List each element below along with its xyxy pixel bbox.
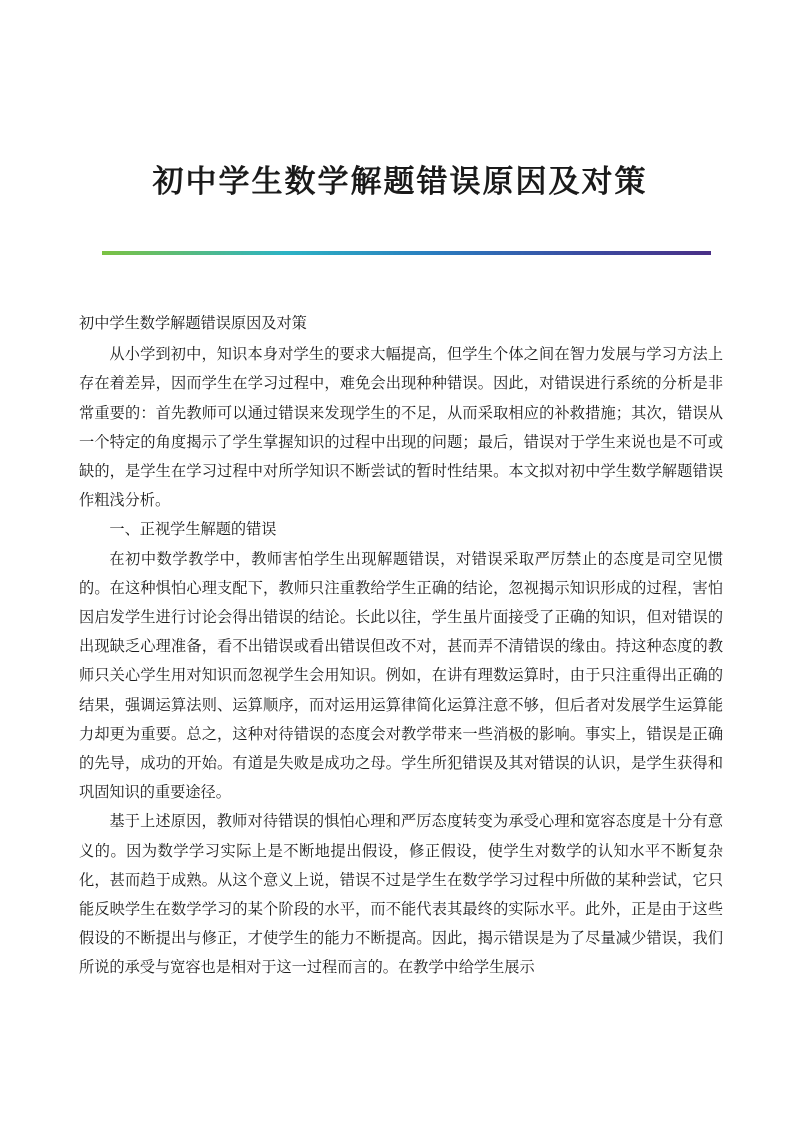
page-title: 初中学生数学解题错误原因及对策 [152,164,648,200]
paragraph-section-2: 基于上述原因，教师对待错误的惧怕心理和严厉态度转变为承受心理和宽容态度是十分有意义的。因为数学学习实际上是不断地提出假设，修正假设，使学生对数学的认知水平不断复杂化，甚而趋于成熟。从这个意义上说，错误不过是学生在数学学习过程中所做的某种尝试，它只能反映学生在数学学习的某个阶段的水平，而不能代表其最终的实际水平。此外，正是由于这些假设的不断提出与修正，才使学生的能力不断提高。因此，揭示错误是为了尽量减少错误，我们所说的承受与宽容也是相对于这一过程而言的。在教学中给学生展示 [79,812,723,977]
section-heading: 一、正视学生解题的错误 [109,520,277,539]
document-body [79,309,723,983]
title-divider [102,251,711,255]
paragraph-intro: 从小学到初中，知识本身对学生的要求大幅提高，但学生个体之间在智力发展与学习方法上存在着差异，因而学生在学习过程中，难免会出现种种错误。因此，对错误进行系统的分析是非常重要的：首先教师可以通过错误来发现学生的不足，从而采取相应的补救措施；其次，错误从一个特定的角度揭示了学生掌握知识的过程中出现的问题；最后，错误对于学生来说也是不可或缺的，是学生在学习过程中对所学知识不断尝试的暂时性结果。本文拟对初中学生数学解题错误作粗浅分析。 [79,345,723,510]
document-subtitle: 初中学生数学解题错误原因及对策 [79,314,307,332]
paragraph-section-1: 在初中数学教学中，教师害怕学生出现解题错误，对错误采取严厉禁止的态度是司空见惯的。在这种惧怕心理支配下，教师只注重教给学生正确的结论，忽视揭示知识形成的过程，害怕因启发学生进行讨论会得出错误的结论。长此以往，学生虽片面接受了正确的知识，但对错误的出现缺乏心理准备，看不出错误或看出错误但改不对，甚而弄不清错误的缘由。持这种态度的教师只关心学生用对知识而忽视学生会用知识。例如，在讲有理数运算时，由于只注重得出正确的结果，强调运算法则、运算顺序，而对运用运算律简化运算注意不够，但后者对发展学生运算能力却更为重要。总之，这种对待错误的态度会对教学带来一些消极的影响。事实上，错误是正确的先导，成功的开始。有道是失败是成功之母。学生所犯错误及其对错误的认识，是学生获得和巩固知识的重要途径。 [79,549,723,802]
